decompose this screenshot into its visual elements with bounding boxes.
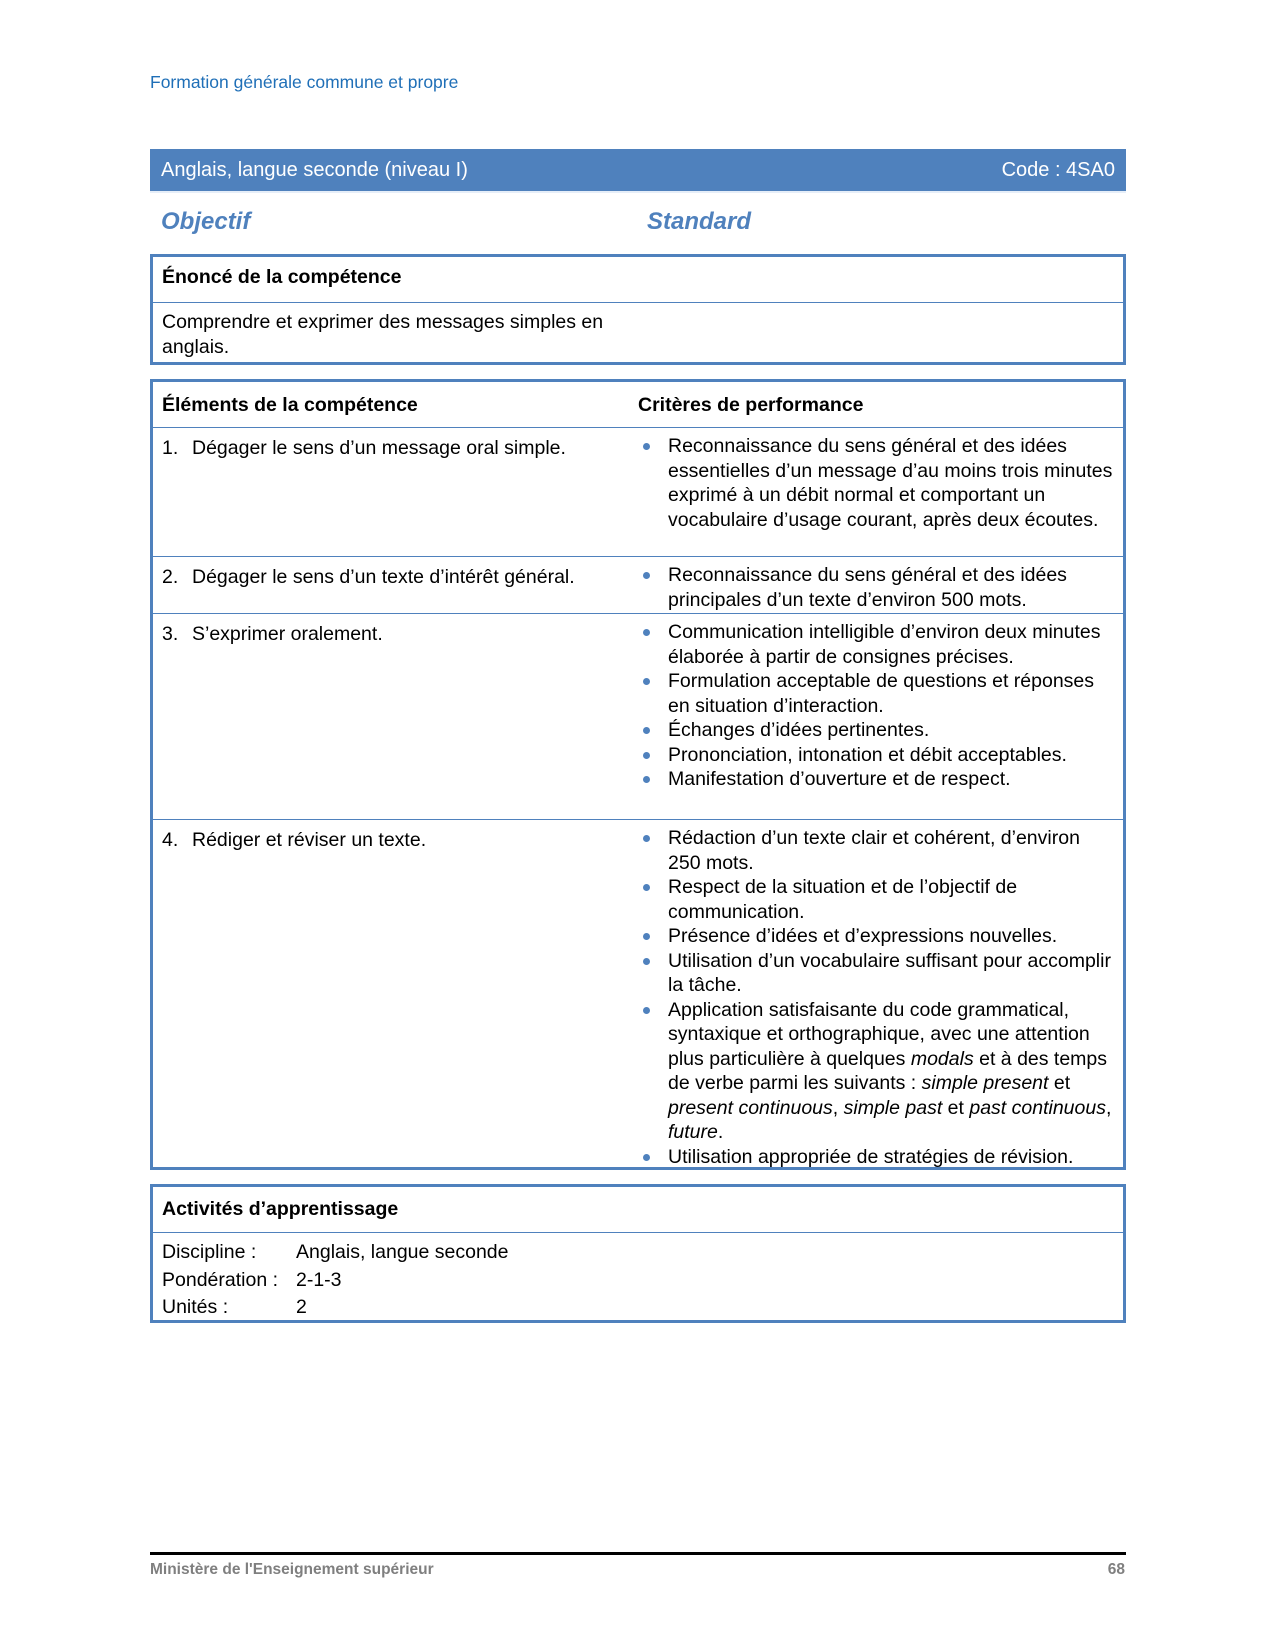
enonce-heading: Énoncé de la compétence (162, 266, 402, 288)
bullet-icon (638, 743, 668, 768)
list-item: Présence d’idées et d’expressions nouvelles. (638, 924, 1115, 949)
enonce-box (150, 254, 1126, 365)
element-text: Dégager le sens d’un texte d’intérêt général. (192, 566, 575, 588)
field-discipline: Discipline : Anglais, langue seconde (162, 1241, 509, 1263)
standard-label: Standard (647, 208, 752, 235)
list-item: Utilisation appropriée de stratégies de révision. (638, 1145, 1115, 1170)
list-item: Reconnaissance du sens général et des idées principales d’un texte d’environ 500 mots. (638, 563, 1115, 612)
bullet-icon (638, 620, 668, 669)
element-cell (153, 557, 638, 613)
footer-divider (150, 1552, 1126, 1555)
table-row (153, 427, 1123, 556)
list-item: Respect de la situation et de l’objectif de communication. (638, 875, 1115, 924)
field-unites: Unités : 2 (162, 1296, 307, 1318)
criteres-column-header: Critères de performance (638, 394, 864, 416)
activites-box (150, 1184, 1126, 1323)
course-code: Code : 4SA0 (1001, 158, 1115, 181)
footer-publisher: Ministère de l'Enseignement supérieur (150, 1561, 434, 1578)
course-title: Anglais, langue seconde (niveau I) (161, 158, 468, 181)
list-item: Communication intelligible d’environ deux minutes élaborée à partir de consignes précises. (638, 620, 1115, 669)
element-cell (153, 614, 638, 819)
activites-fields (153, 1233, 1123, 1322)
element-text: Rédiger et réviser un texte. (192, 829, 427, 851)
enonce-text: Comprendre et exprimer des messages simples en anglais. (162, 311, 604, 358)
table-row (153, 613, 1123, 819)
bullet-icon (638, 826, 668, 875)
criteres-cell (638, 614, 1123, 819)
element-number: 2. (162, 566, 179, 588)
course-title-bar (150, 149, 1126, 193)
element-text: S’exprimer oralement. (192, 623, 383, 645)
field-ponderation: Pondération : 2-1-3 (162, 1268, 342, 1291)
running-head: Formation générale commune et propre (150, 72, 459, 92)
list-item: Formulation acceptable de questions et réponses en situation d’interaction. (638, 669, 1115, 718)
elements-column-header: Éléments de la compétence (162, 394, 418, 416)
element-text: Dégager le sens d’un message oral simple. (192, 437, 566, 459)
list-item: Manifestation d’ouverture et de respect. (638, 767, 1115, 792)
criteres-cell (638, 557, 1123, 613)
elements-table (150, 379, 1126, 1170)
bullet-icon (638, 669, 668, 718)
page-number: 68 (1107, 1561, 1125, 1578)
bullet-icon (638, 434, 668, 532)
element-cell (153, 428, 638, 556)
bullet-icon (638, 1145, 668, 1170)
objective-standard-row (150, 206, 1126, 242)
list-item (638, 998, 1115, 1145)
table-row (153, 556, 1123, 613)
element-number: 3. (162, 623, 179, 645)
bullet-icon (638, 875, 668, 924)
criteres-cell (638, 820, 1123, 1167)
bullet-icon (638, 924, 668, 949)
list-item: Rédaction d’un texte clair et cohérent, d’environ 250 mots. (638, 826, 1115, 875)
criteres-cell (638, 428, 1123, 556)
list-item: Prononciation, intonation et débit acceptables. (638, 743, 1115, 768)
element-number: 4. (162, 829, 179, 851)
list-item: Utilisation d’un vocabulaire suffisant pour accomplir la tâche. (638, 949, 1115, 998)
list-item: Échanges d’idées pertinentes. (638, 718, 1115, 743)
element-number: 1. (162, 437, 179, 459)
grammar-criterion: Application satisfaisante du code grammatical, syntaxique et orthographique, avec une attention plus particulière à quelques modals et à des temps de verbe parmi les suivants : simple present et present continuous, simple past et past continuous, future. (668, 998, 1112, 1143)
table-row (153, 819, 1123, 1167)
bullet-icon (638, 998, 668, 1145)
list-item: Reconnaissance du sens général et des idées essentielles d’un message d’au moins trois minutes exprimé à un débit normal et comportant un vocabulaire d’usage courant, après deux écoutes. (638, 434, 1115, 532)
bullet-icon (638, 718, 668, 743)
elements-table-header (153, 382, 1123, 427)
bullet-icon (638, 767, 668, 792)
bullet-icon (638, 563, 668, 612)
bullet-icon (638, 949, 668, 998)
activites-heading: Activités d’apprentissage (162, 1198, 399, 1220)
element-cell (153, 820, 638, 1167)
objectif-label: Objectif (161, 208, 251, 235)
